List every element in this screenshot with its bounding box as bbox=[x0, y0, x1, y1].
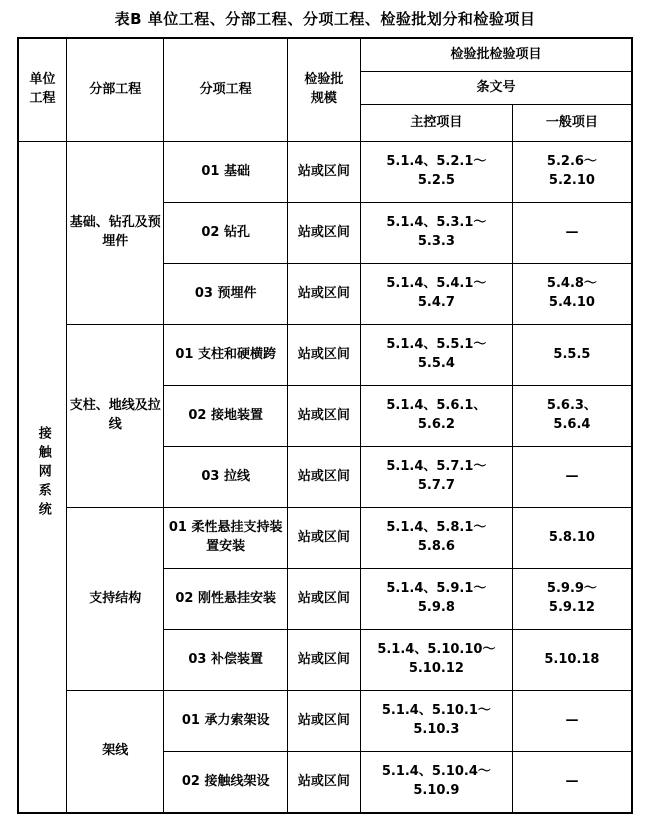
main-items-cell bbox=[360, 630, 512, 691]
batch-scale-cell: 站或区间 bbox=[287, 325, 360, 386]
general-items-line1: — bbox=[565, 712, 579, 728]
unit-project-cell bbox=[18, 142, 67, 814]
main-items-line1: 5.1.4、5.10.1～ bbox=[381, 703, 491, 719]
main-items-line1: 5.1.4、5.10.4～ bbox=[381, 764, 491, 780]
general-items-cell bbox=[512, 142, 632, 203]
general-items-line1: 5.5.5 bbox=[553, 346, 591, 362]
general-items-cell bbox=[512, 508, 632, 569]
general-items-line1: 5.2.6～ bbox=[546, 154, 597, 170]
header-main-items: 主控项目 bbox=[360, 105, 512, 142]
main-items-line2: 5.4.7 bbox=[417, 295, 455, 310]
batch-scale-cell: 站或区间 bbox=[287, 508, 360, 569]
sub-item-cell: 02 钻孔 bbox=[164, 203, 288, 264]
sub-item-cell: 03 预埋件 bbox=[164, 264, 288, 325]
general-items-cell bbox=[512, 264, 632, 325]
general-items-line1: 5.10.18 bbox=[544, 651, 600, 667]
general-items-cell bbox=[512, 752, 632, 814]
main-items-cell bbox=[360, 325, 512, 386]
main-items-line2: 5.2.5 bbox=[417, 173, 455, 188]
table-row bbox=[18, 325, 632, 386]
main-items-line2: 5.5.4 bbox=[417, 356, 455, 371]
general-items-cell bbox=[512, 691, 632, 752]
main-items-line2: 5.3.3 bbox=[417, 234, 455, 249]
general-items-line1: 5.6.3、 bbox=[546, 398, 597, 414]
general-items-cell bbox=[512, 203, 632, 264]
general-items-cell bbox=[512, 325, 632, 386]
main-items-line2: 5.6.2 bbox=[417, 417, 455, 432]
main-items-line1: 5.1.4、5.5.1～ bbox=[386, 337, 487, 353]
main-items-line2: 5.10.9 bbox=[413, 783, 460, 798]
header-group-subtitle: 条文号 bbox=[360, 72, 632, 105]
main-items-line1: 5.1.4、5.7.1～ bbox=[386, 459, 487, 475]
sub-item-cell: 02 接触线架设 bbox=[164, 752, 288, 814]
general-items-line1: — bbox=[565, 773, 579, 789]
header-batch-scale-line2: 规模 bbox=[310, 91, 337, 106]
batch-scale-cell: 站或区间 bbox=[287, 630, 360, 691]
main-items-cell bbox=[360, 752, 512, 814]
main-items-line1: 5.1.4、5.4.1～ bbox=[386, 276, 487, 292]
general-items-line2: 5.2.10 bbox=[548, 173, 595, 188]
header-unit-line1: 单位 bbox=[29, 72, 56, 88]
general-items-line2: 5.6.4 bbox=[553, 417, 591, 432]
main-items-cell bbox=[360, 508, 512, 569]
batch-scale-cell: 站或区间 bbox=[287, 691, 360, 752]
main-items-line1: 5.1.4、5.6.1、 bbox=[386, 398, 487, 414]
table-row bbox=[18, 508, 632, 569]
sub-item-cell: 03 补偿装置 bbox=[164, 630, 288, 691]
batch-scale-cell: 站或区间 bbox=[287, 386, 360, 447]
main-items-cell bbox=[360, 447, 512, 508]
main-items-line1: 5.1.4、5.10.10～ bbox=[377, 642, 496, 658]
header-part-project: 分部工程 bbox=[67, 38, 164, 142]
header-batch-scale-line1: 检验批 bbox=[304, 72, 344, 88]
general-items-cell bbox=[512, 386, 632, 447]
sub-item-cell: 02 接地装置 bbox=[164, 386, 288, 447]
main-items-cell bbox=[360, 264, 512, 325]
general-items-line1: 5.9.9～ bbox=[546, 581, 597, 597]
batch-scale-cell: 站或区间 bbox=[287, 142, 360, 203]
header-unit-project bbox=[18, 38, 67, 142]
general-items-line1: 5.4.8～ bbox=[546, 276, 597, 292]
general-items-line1: — bbox=[565, 468, 579, 484]
page-title: 表B 单位工程、分部工程、分项工程、检验批划分和检验项目 bbox=[114, 10, 536, 28]
general-items-line2: 5.9.12 bbox=[548, 600, 595, 615]
table-row bbox=[18, 691, 632, 752]
main-items-line1: 5.1.4、5.2.1～ bbox=[386, 154, 487, 170]
sub-item-cell: 02 刚性悬挂安装 bbox=[164, 569, 288, 630]
batch-scale-cell: 站或区间 bbox=[287, 203, 360, 264]
main-items-cell bbox=[360, 203, 512, 264]
main-items-cell bbox=[360, 142, 512, 203]
batch-scale-cell: 站或区间 bbox=[287, 264, 360, 325]
sub-item-cell: 01 基础 bbox=[164, 142, 288, 203]
batch-scale-cell: 站或区间 bbox=[287, 447, 360, 508]
main-items-line2: 5.10.3 bbox=[413, 722, 460, 737]
part-project-cell: 支柱、地线及拉线 bbox=[67, 325, 164, 508]
main-items-cell bbox=[360, 691, 512, 752]
part-project-cell: 架线 bbox=[67, 691, 164, 814]
header-sub-item: 分项工程 bbox=[164, 38, 288, 142]
general-items-cell bbox=[512, 447, 632, 508]
unit-project-label: 接触网系统 bbox=[35, 426, 51, 522]
header-unit-line2: 工程 bbox=[29, 91, 56, 106]
general-items-cell bbox=[512, 630, 632, 691]
inspection-table bbox=[17, 37, 633, 814]
header-row-1 bbox=[18, 38, 632, 72]
part-project-cell: 基础、钻孔及预埋件 bbox=[67, 142, 164, 325]
batch-scale-cell: 站或区间 bbox=[287, 569, 360, 630]
main-items-line2: 5.9.8 bbox=[417, 600, 455, 615]
main-items-line2: 5.7.7 bbox=[417, 478, 455, 493]
sub-item-cell: 01 柔性悬挂支持装置安装 bbox=[164, 508, 288, 569]
main-items-cell bbox=[360, 386, 512, 447]
batch-scale-cell: 站或区间 bbox=[287, 752, 360, 814]
main-items-line2: 5.8.6 bbox=[417, 539, 455, 554]
general-items-line1: 5.8.10 bbox=[548, 529, 595, 545]
header-group-title: 检验批检验项目 bbox=[360, 38, 632, 72]
sub-item-cell: 03 拉线 bbox=[164, 447, 288, 508]
table-row bbox=[18, 142, 632, 203]
header-batch-scale bbox=[287, 38, 360, 142]
main-items-line1: 5.1.4、5.3.1～ bbox=[386, 215, 487, 231]
main-items-line2: 5.10.12 bbox=[408, 661, 464, 676]
part-project-cell: 支持结构 bbox=[67, 508, 164, 691]
sub-item-cell: 01 承力索架设 bbox=[164, 691, 288, 752]
table-header bbox=[18, 38, 632, 142]
general-items-line1: — bbox=[565, 224, 579, 240]
general-items-line2: 5.4.10 bbox=[548, 295, 595, 310]
table-body bbox=[18, 142, 632, 814]
sub-item-cell: 01 支柱和硬横跨 bbox=[164, 325, 288, 386]
main-items-cell bbox=[360, 569, 512, 630]
main-items-line1: 5.1.4、5.9.1～ bbox=[386, 581, 487, 597]
main-items-line1: 5.1.4、5.8.1～ bbox=[386, 520, 487, 536]
general-items-cell bbox=[512, 569, 632, 630]
header-general-items: 一般项目 bbox=[512, 105, 632, 142]
